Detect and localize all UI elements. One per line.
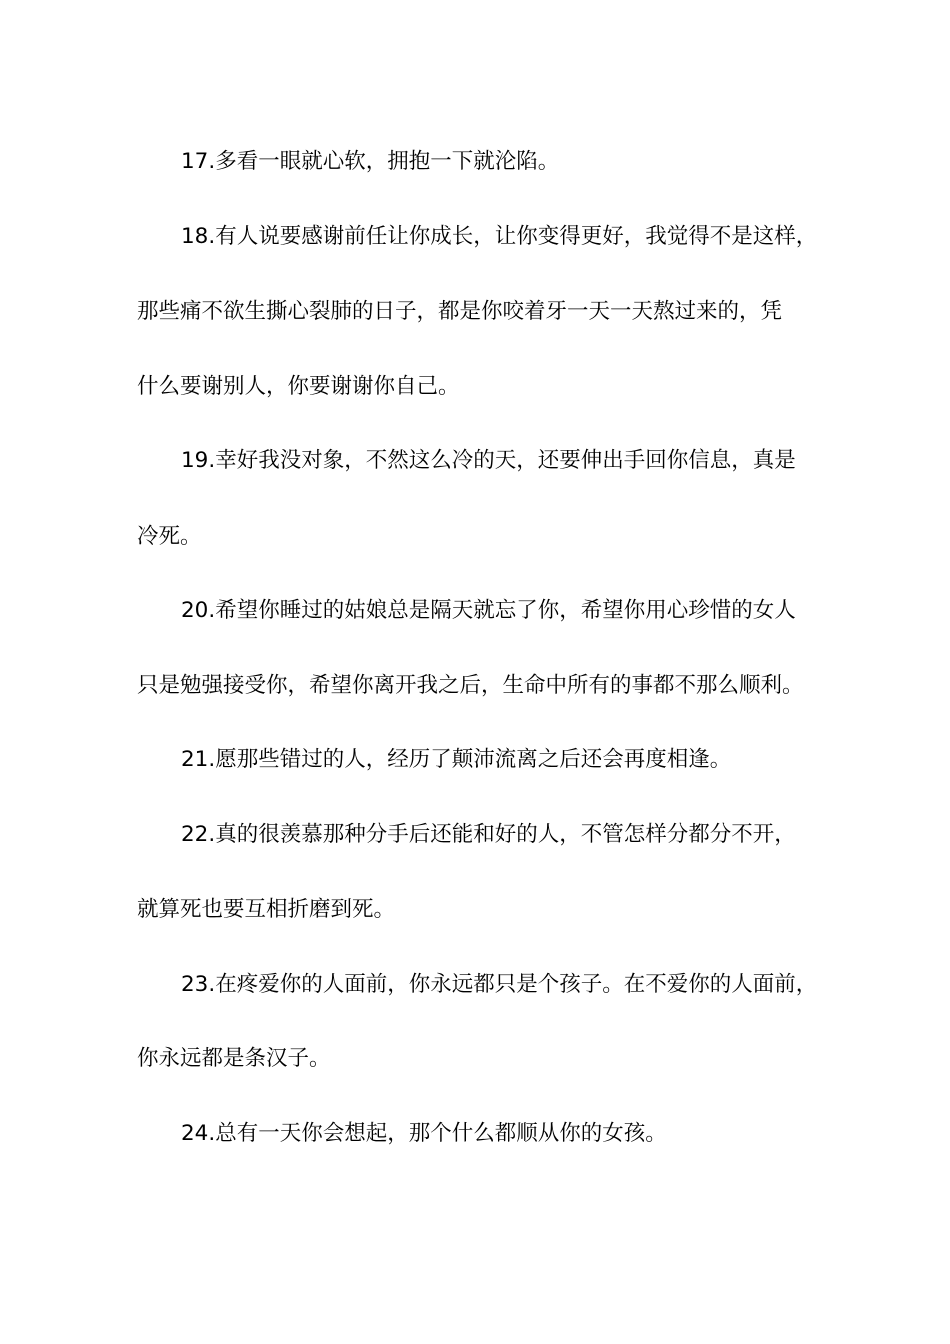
paragraph-20-line-1: 20.希望你睡过的姑娘总是隔天就忘了你，希望你用心珍惜的女人 [181, 598, 796, 623]
paragraph-18-line-1: 18.有人说要感谢前任让你成长，让你变得更好，我觉得不是这样， [181, 224, 818, 249]
paragraph-23-line-1: 23.在疼爱你的人面前，你永远都只是个孩子。在不爱你的人面前， [181, 972, 818, 997]
paragraph-19-line-2: 冷死。 [137, 524, 202, 549]
paragraph-17-line-1: 17.多看一眼就心软，拥抱一下就沦陷。 [181, 149, 560, 174]
paragraph-18-line-3: 什么要谢别人，你要谢谢你自己。 [137, 374, 460, 399]
paragraph-19-line-1: 19.幸好我没对象，不然这么冷的天，还要伸出手回你信息，真是 [181, 448, 796, 473]
paragraph-20-line-2: 只是勉强接受你，希望你离开我之后，生命中所有的事都不那么顺利。 [137, 673, 804, 698]
paragraph-22-line-1: 22.真的很羡慕那种分手后还能和好的人，不管怎样分都分不开， [181, 822, 796, 847]
paragraph-18-line-2: 那些痛不欲生撕心裂肺的日子，都是你咬着牙一天一天熬过来的，凭 [137, 299, 783, 324]
paragraph-22-line-2: 就算死也要互相折磨到死。 [137, 897, 396, 922]
paragraph-21-line-1: 21.愿那些错过的人，经历了颠沛流离之后还会再度相逢。 [181, 747, 732, 772]
paragraph-24-line-1: 24.总有一天你会想起，那个什么都顺从你的女孩。 [181, 1121, 667, 1146]
paragraph-23-line-2: 你永远都是条汉子。 [137, 1046, 331, 1071]
